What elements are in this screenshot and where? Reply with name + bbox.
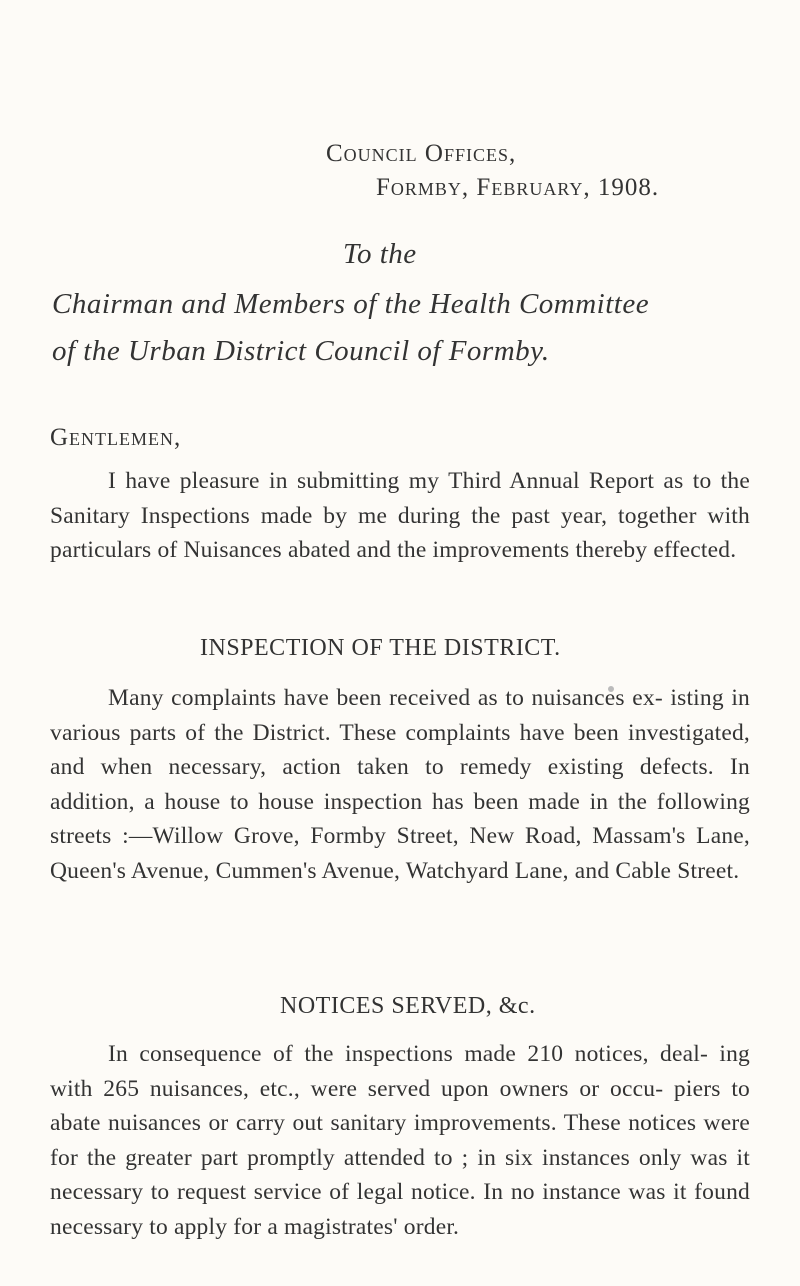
section-heading-notices: NOTICES SERVED, &c.: [280, 993, 536, 1019]
intro-paragraph: I have pleasure in submitting my Third Annual Report as to the Sanitary Inspections made by me during the past year, together with particulars of Nuisances abated and the improvements thereby effected.: [50, 468, 750, 563]
salutation-to: To the: [343, 238, 417, 270]
greeting: Gentlemen,: [50, 424, 182, 451]
address-line-1: Council Offices,: [326, 140, 517, 167]
addressee-line-2: of the Urban District Council of Formby.: [52, 335, 550, 367]
section-body-inspection: Many complaints have been received as to nuisances ex- isting in various parts of the District. These complaints have been investigated, and when necessary, action taken to remedy existing defects. In addition, a house to house inspection has been made in the following streets :—Willow Grove, Formby Street, New Road, Massam's Lane, Queen's Avenue, Cummen's Avenue, Watchyard Lane, and Cable Street.: [50, 685, 750, 884]
address-line-2: Formby, February, 1908.: [376, 174, 660, 201]
addressee-line-1: Chairman and Members of the Health Committee: [52, 288, 650, 320]
section-body-notices: In consequence of the inspections made 210 notices, deal- ing with 265 nuisances, etc., were served upon owners or occu- piers to abate nuisances or carry out sanitary improvements. These notices were for the greater part promptly attended to ; in six instances only was it necessary to request service of legal notice. In no instance was it found necessary to apply for a magistrates' order.: [50, 1041, 750, 1240]
section-heading-inspection: INSPECTION OF THE DISTRICT.: [200, 635, 561, 661]
